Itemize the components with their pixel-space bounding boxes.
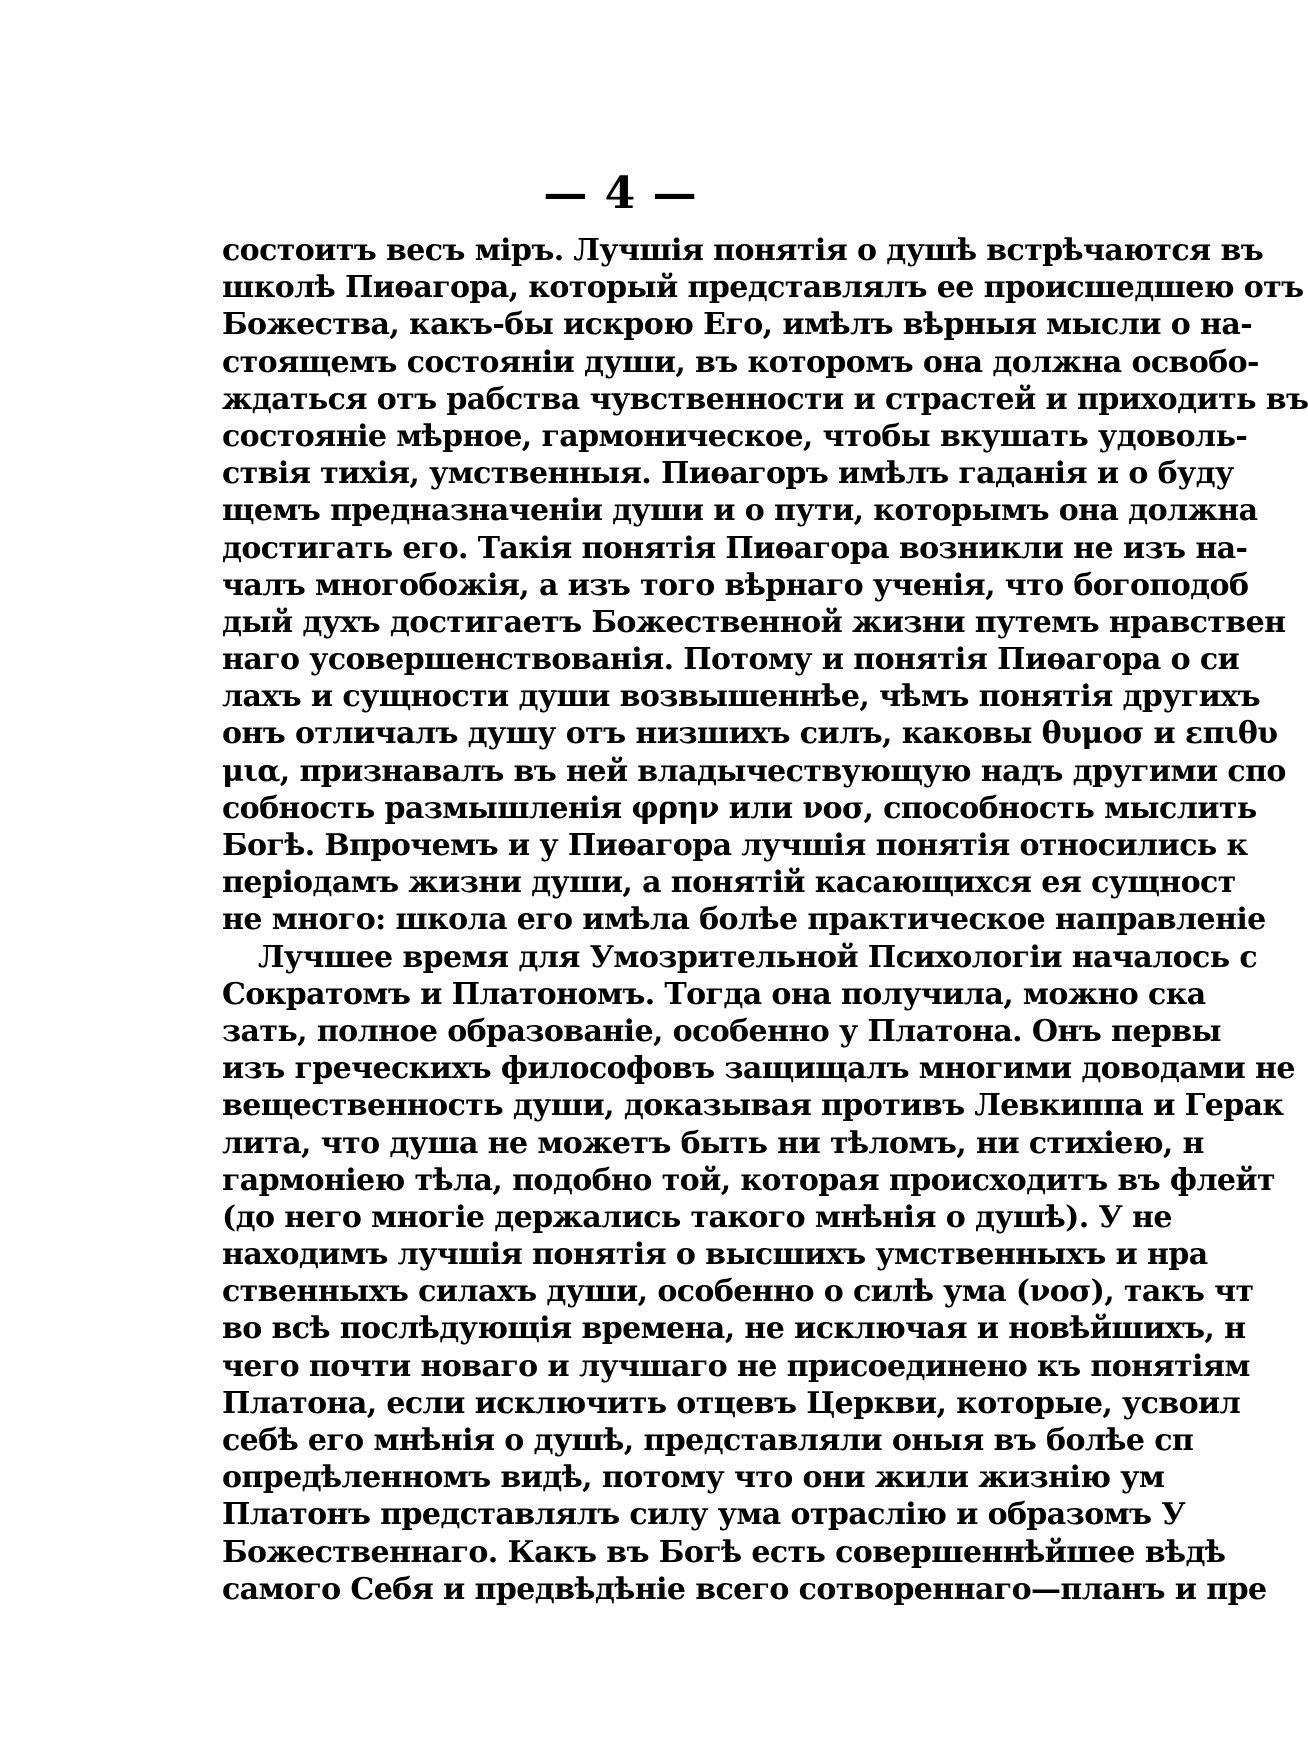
text-line: самого Себя и предвѣдѣніе всего сотвореннаго—планъ и пре	[222, 1571, 1267, 1607]
text-line: состояніе мѣрное, гармоническое, чтобы вкушать удоволь-	[222, 418, 1248, 454]
text-line: чего почти новаго и лучшаго не присоединено къ понятіям	[222, 1348, 1250, 1384]
text-line: періодамъ жизни души, а понятій касающихся ея сущност	[222, 865, 1236, 901]
text-line: достигать его. Такія понятія Пиѳагора возникли не изъ на-	[222, 530, 1248, 566]
text-line: дый духъ достигаетъ Божественной жизни путемъ нравствен	[222, 604, 1286, 640]
text-line: лахъ и сущности души возвышеннѣе, чѣмъ понятія другихъ	[222, 679, 1261, 715]
text-line: μια, признавалъ въ ней владычествующую надъ другими спо	[222, 753, 1286, 789]
page-number: — 4 —	[543, 168, 698, 219]
text-line: находимъ лучшія понятія о высшихъ умственныхъ и нра	[222, 1237, 1208, 1273]
text-line: Сократомъ и Платономъ. Тогда она получила, можно ска	[222, 976, 1206, 1012]
text-line: опредѣленномъ видѣ, потому что они жили жизнію ум	[222, 1460, 1165, 1496]
text-line: Платона, если исключить отцевъ Церкви, которые, усвоил	[222, 1385, 1241, 1421]
text-line: Божества, какъ-бы искрою Его, имѣлъ вѣрныя мысли о на-	[222, 307, 1253, 343]
text-line: ствія тихія, умственныя. Пиѳагоръ имѣлъ гаданія и о буду	[222, 456, 1234, 492]
text-line: себѣ его мнѣнія о душѣ, представляли оныя въ болѣе сп	[222, 1423, 1194, 1458]
text-line: состоитъ весъ міръ. Лучшія понятія о душѣ встрѣчаются въ	[222, 233, 1264, 268]
text-line: Божественнаго. Какъ въ Богѣ есть совершеннѣйшее вѣдѣ	[222, 1534, 1226, 1570]
text-line: гармоніею тѣла, подобно той, которая происходитъ въ флейт	[222, 1162, 1275, 1198]
text-line: во всѣ послѣдующія времена, не исключая и новѣйшихъ, н	[222, 1311, 1246, 1347]
text-line: (до него многіе держались такого мнѣнія о душѣ). У не	[222, 1199, 1172, 1235]
text-line: онъ отличалъ душу отъ низшихъ силъ, каковы θυμοσ и επιθυ	[222, 716, 1278, 752]
text-line: изъ греческихъ философовъ защищалъ многими доводами не	[222, 1051, 1295, 1087]
text-line: ственныхъ силахъ души, особенно о силѣ ума (νοσ), такъ чт	[222, 1274, 1254, 1310]
text-line: Платонъ представлялъ силу ума отраслію и образомъ У	[222, 1497, 1186, 1533]
text-line: не много: школа его имѣла болѣе практическое направленіе	[222, 902, 1266, 938]
text-line: вещественность души, доказывая противъ Левкиппа и Герак	[222, 1088, 1284, 1124]
text-line: чалъ многобожія, а изъ того вѣрнаго ученія, что богоподоб	[222, 567, 1249, 603]
text-line: щемъ предназначеніи души и о пути, которымъ она должна	[222, 493, 1258, 529]
text-line: ждаться отъ рабства чувственности и страстей и приходить въ	[222, 381, 1308, 417]
text-line: зать, полное образованіе, особенно у Платона. Онъ первы	[222, 1013, 1221, 1049]
text-line: лита, что душа не можетъ быть ни тѣломъ, ни стихіею, н	[222, 1125, 1204, 1161]
text-line: школѣ Пиѳагора, который представлялъ ее происшедшею отъ	[222, 270, 1304, 306]
text-line: Богѣ. Впрочемъ и у Пиѳагора лучшія понятія относились к	[222, 828, 1248, 863]
text-line: собность размышленія φρην или νοσ, способность мыслить	[222, 790, 1257, 826]
text-line: стоящемъ состояніи души, въ которомъ она должна освобо-	[222, 344, 1259, 380]
text-line: наго усовершенствованія. Потому и понятія Пиѳагора о си	[222, 642, 1240, 678]
paragraph-first-line: Лучшее время для Умозрительной Психологіи началось с	[258, 939, 1257, 975]
body-text	[222, 232, 1308, 1608]
